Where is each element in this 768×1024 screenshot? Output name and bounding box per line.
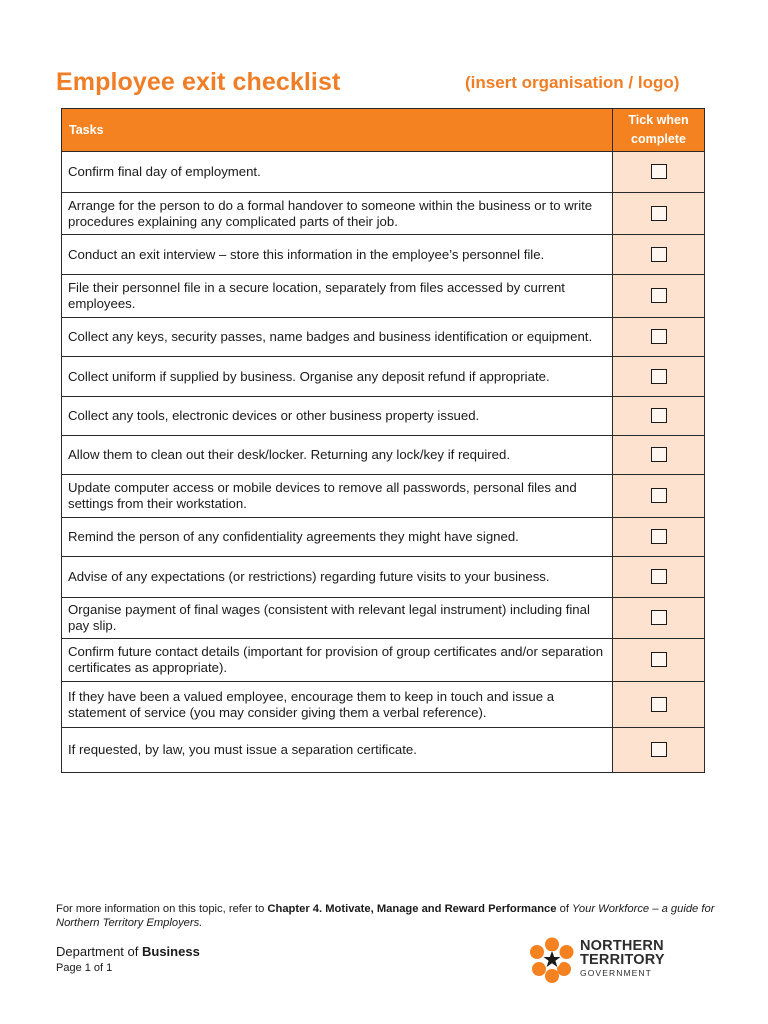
tick-cell: [613, 318, 705, 357]
checkbox-icon[interactable]: [651, 529, 667, 544]
column-header-tick-line2: complete: [631, 132, 686, 146]
checklist-row: [62, 397, 705, 436]
column-header-tasks: Tasks: [62, 109, 613, 152]
task-text: Collect any keys, security passes, name badges and business identification or equipment.: [62, 318, 613, 357]
logo-line-3: GOVERNMENT: [580, 968, 652, 978]
checkbox-icon[interactable]: [651, 652, 667, 667]
tick-cell: [613, 357, 705, 397]
column-header-tick-line1: Tick when: [628, 113, 689, 127]
checkbox-icon[interactable]: [651, 697, 667, 712]
page-number: Page 1 of 1: [56, 962, 113, 974]
checkbox-icon[interactable]: [651, 288, 667, 303]
logo-wordmark: [580, 939, 665, 978]
task-text: Confirm final day of employment.: [62, 152, 613, 193]
tick-cell: [613, 518, 705, 557]
task-text: Allow them to clean out their desk/locker. Returning any lock/key if required.: [62, 436, 613, 475]
checklist-row: [62, 357, 705, 397]
info-publication: Your Workforce – a guide for Northern Territory Employers.: [56, 903, 715, 929]
tick-cell: [613, 152, 705, 193]
more-information-note: [56, 902, 716, 930]
table-header-row: [62, 109, 705, 152]
page-title: Employee exit checklist: [56, 68, 341, 96]
task-text: If requested, by law, you must issue a separation certificate.: [62, 728, 613, 773]
desert-rose-logo-icon: [528, 936, 576, 984]
checkbox-icon[interactable]: [651, 610, 667, 625]
checkbox-icon[interactable]: [651, 408, 667, 423]
task-text: Remind the person of any confidentiality agreements they might have signed.: [62, 518, 613, 557]
logo-line-1: NORTHERN: [580, 938, 664, 954]
tick-cell: [613, 557, 705, 598]
checklist-row: [62, 475, 705, 518]
info-chapter: Chapter 4. Motivate, Manage and Reward Performance: [267, 903, 557, 915]
checklist-row: [62, 275, 705, 318]
checklist-row: [62, 518, 705, 557]
organisation-logo-placeholder: (insert organisation / logo): [465, 73, 680, 92]
info-prefix: For more information on this topic, refer to: [56, 903, 268, 915]
task-text: Arrange for the person to do a formal handover to someone within the business or to write procedures explaining any complicated parts of their job.: [62, 193, 613, 235]
task-text: File their personnel file in a secure location, separately from files accessed by current employees.: [62, 275, 613, 318]
checklist-row: [62, 639, 705, 682]
logo-line-2: TERRITORY: [580, 952, 665, 968]
checkbox-icon[interactable]: [651, 488, 667, 503]
tick-cell: [613, 193, 705, 235]
task-text: Organise payment of final wages (consistent with relevant legal instrument) including final pay slip.: [62, 598, 613, 639]
checklist-row: [62, 728, 705, 773]
task-text: Conduct an exit interview – store this information in the employee’s personnel file.: [62, 235, 613, 275]
task-text: Advise of any expectations (or restrictions) regarding future visits to your business.: [62, 557, 613, 598]
tick-cell: [613, 475, 705, 518]
tick-cell: [613, 235, 705, 275]
checkbox-icon[interactable]: [651, 247, 667, 262]
column-header-tick: [613, 109, 705, 152]
tick-cell: [613, 436, 705, 475]
checklist-row: [62, 318, 705, 357]
tick-cell: [613, 728, 705, 773]
checklist-row: [62, 193, 705, 235]
checkbox-icon[interactable]: [651, 742, 667, 757]
checklist-row: [62, 598, 705, 639]
checkbox-icon[interactable]: [651, 329, 667, 344]
dept-bold: Business: [142, 944, 200, 959]
checklist-row: [62, 152, 705, 193]
checkbox-icon[interactable]: [651, 569, 667, 584]
nt-government-logo: [528, 936, 668, 984]
exit-checklist-table: [61, 108, 705, 773]
checkbox-icon[interactable]: [651, 164, 667, 179]
tick-cell: [613, 598, 705, 639]
checkbox-icon[interactable]: [651, 447, 667, 462]
department-name: [56, 944, 200, 959]
checklist-row: [62, 557, 705, 598]
task-text: If they have been a valued employee, encourage them to keep in touch and issue a statement of service (you may consider giving them a verbal reference).: [62, 682, 613, 728]
task-text: Confirm future contact details (important for provision of group certificates and/or separation certificates as appropriate).: [62, 639, 613, 682]
checkbox-icon[interactable]: [651, 206, 667, 221]
checklist-row: [62, 682, 705, 728]
task-text: Update computer access or mobile devices to remove all passwords, personal files and settings from their workstation.: [62, 475, 613, 518]
info-of: of: [556, 903, 573, 915]
checklist-row: [62, 235, 705, 275]
tick-cell: [613, 275, 705, 318]
task-text: Collect any tools, electronic devices or other business property issued.: [62, 397, 613, 436]
tick-cell: [613, 397, 705, 436]
checkbox-icon[interactable]: [651, 369, 667, 384]
checklist-row: [62, 436, 705, 475]
task-text: Collect uniform if supplied by business. Organise any deposit refund if appropriate.: [62, 357, 613, 397]
tick-cell: [613, 639, 705, 682]
tick-cell: [613, 682, 705, 728]
dept-prefix: Department of: [56, 944, 142, 959]
